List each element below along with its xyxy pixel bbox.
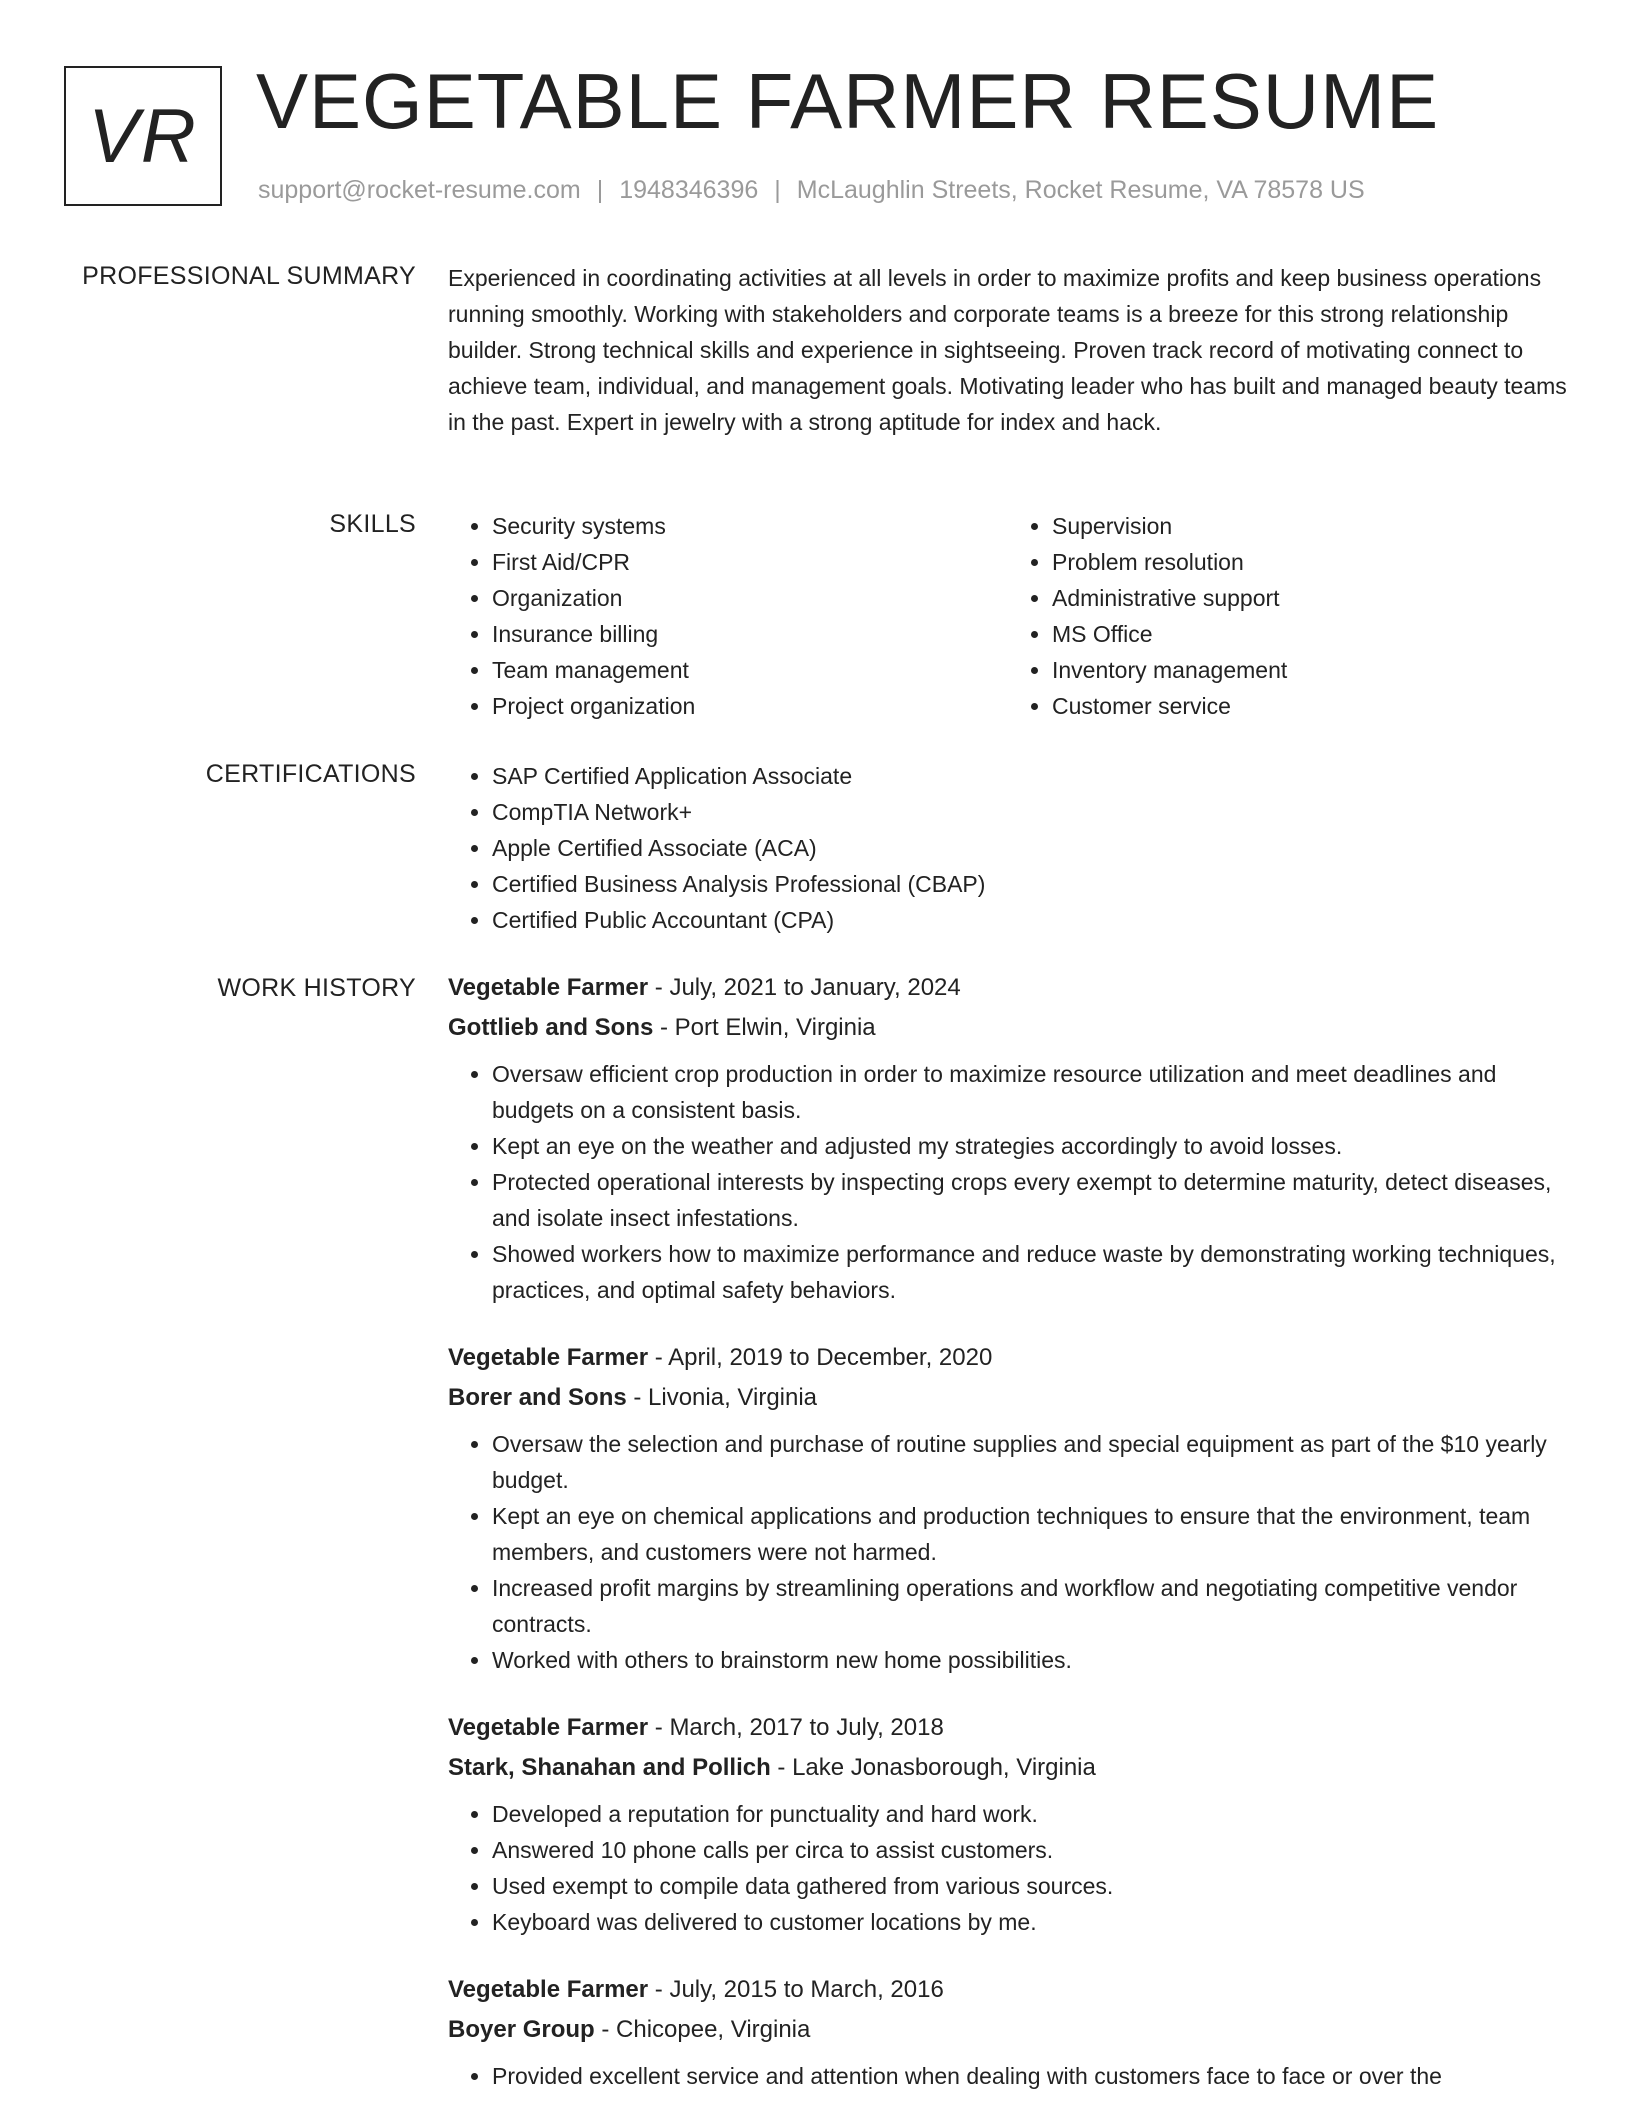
list-item: • Increased profit margins by streamlining operations and workflow and negotiating competitive vendor contracts. [492,1570,1568,1642]
list-item: • Apple Certified Associate (ACA) [492,830,1568,866]
list-item: • Kept an eye on the weather and adjusted my strategies accordingly to avoid losses. [492,1128,1568,1164]
list-item: • Administrative support [1052,580,1568,616]
monogram-box [64,66,222,206]
job-dates: - July, 2021 to January, 2024 [648,974,961,1001]
skills-list-left [448,508,1008,724]
contact-phone: 1948346396 [619,176,759,204]
list-item: • Team management [492,652,1008,688]
list-item: • Organization [492,580,1008,616]
job-location: - Chicopee, Virginia [594,2016,811,2043]
list-item: • Security systems [492,508,1008,544]
job-entry [448,1708,1568,1940]
section-label: CERTIFICATIONS [205,760,416,788]
job-dates: - July, 2015 to March, 2016 [648,1976,944,2003]
list-item: • Showed workers how to maximize performance and reduce waste by demonstrating working techniques, practices, and optimal safety behaviors. [492,1236,1568,1308]
list-item: • Developed a reputation for punctuality and hard work. [492,1796,1568,1832]
list-item: • Provided excellent service and attention when dealing with customers face to face or over the [492,2058,1568,2094]
job-entry [448,968,1568,1308]
job-company: Boyer Group [448,2016,595,2043]
job-title-line [448,1970,1568,2010]
job-bullets [448,2058,1568,2094]
list-item: • MS Office [1052,616,1568,652]
job-company-line [448,2010,1568,2050]
contact-line [258,176,1365,205]
job-location: - Livonia, Virginia [626,1384,818,1411]
job-company-line [448,1008,1568,1048]
list-item: • Protected operational interests by inspecting crops every exempt to determine maturity, detect diseases, and isolate insect infestations. [492,1164,1568,1236]
job-bullets [448,1056,1568,1308]
section-label: WORK HISTORY [217,974,416,1002]
section-label: SKILLS [329,510,416,538]
list-item: • Answered 10 phone calls per circa to assist customers. [492,1832,1568,1868]
list-item: • Worked with others to brainstorm new home possibilities. [492,1642,1568,1678]
list-item: • Used exempt to compile data gathered from various sources. [492,1868,1568,1904]
list-item: • Customer service [1052,688,1568,724]
summary-text: Experienced in coordinating activities at all levels in order to maximize profits and keep business operations running smoothly. Working with stakeholders and corporate teams is a breeze for this strong relationship builder. Strong technical skills and experience in sightseeing. Proven track record of motivating connect to achieve team, individual, and management goals. Motivating leader who has built and managed beauty teams in the past. Expert in jewelry with a strong aptitude for index and hack. [448,265,1567,435]
list-item: • Project organization [492,688,1008,724]
certifications-list [448,758,1568,938]
job-bullets [448,1426,1568,1678]
list-item: • SAP Certified Application Associate [492,758,1568,794]
monogram: VR [88,93,198,179]
job-title: Vegetable Farmer [448,1976,649,2003]
list-item: • Certified Public Accountant (CPA) [492,902,1568,938]
list-item: • First Aid/CPR [492,544,1008,580]
job-location: - Port Elwin, Virginia [653,1014,876,1041]
job-company-line [448,1378,1568,1418]
job-title: Vegetable Farmer [448,1344,649,1371]
job-title: Vegetable Farmer [448,974,649,1001]
job-title-line [448,968,1568,1008]
list-item: • Keyboard was delivered to customer locations by me. [492,1904,1568,1940]
separator: | [596,176,604,204]
list-item: • Problem resolution [1052,544,1568,580]
job-company: Borer and Sons [448,1384,627,1411]
job-company: Gottlieb and Sons [448,1014,654,1041]
job-company: Stark, Shanahan and Pollich [448,1754,771,1781]
job-location: - Lake Jonasborough, Virginia [770,1754,1096,1781]
job-entry [448,1338,1568,1678]
contact-email: support@rocket-resume.com [258,176,581,204]
list-item: • CompTIA Network+ [492,794,1568,830]
job-entry [448,1970,1568,2094]
section-label: PROFESSIONAL SUMMARY [82,262,416,290]
job-title-line [448,1708,1568,1748]
contact-address: McLaughlin Streets, Rocket Resume, VA 78578 US [796,176,1365,204]
job-title-line [448,1338,1568,1378]
list-item: • Oversaw efficient crop production in order to maximize resource utilization and meet deadlines and budgets on a consistent basis. [492,1056,1568,1128]
list-item: • Supervision [1052,508,1568,544]
list-item: • Oversaw the selection and purchase of routine supplies and special equipment as part of the $10 yearly budget. [492,1426,1568,1498]
job-title: Vegetable Farmer [448,1714,649,1741]
resume-title: VEGETABLE FARMER RESUME [256,57,1440,145]
list-item: • Certified Business Analysis Professional (CBAP) [492,866,1568,902]
list-item: • Kept an eye on chemical applications and production techniques to ensure that the environment, team members, and customers were not harmed. [492,1498,1568,1570]
skills-list-right [1008,508,1568,724]
list-item: • Inventory management [1052,652,1568,688]
job-dates: - March, 2017 to July, 2018 [648,1714,944,1741]
job-company-line [448,1748,1568,1788]
list-item: • Insurance billing [492,616,1008,652]
job-dates: - April, 2019 to December, 2020 [648,1344,993,1371]
separator: | [774,176,781,204]
job-bullets [448,1796,1568,1940]
